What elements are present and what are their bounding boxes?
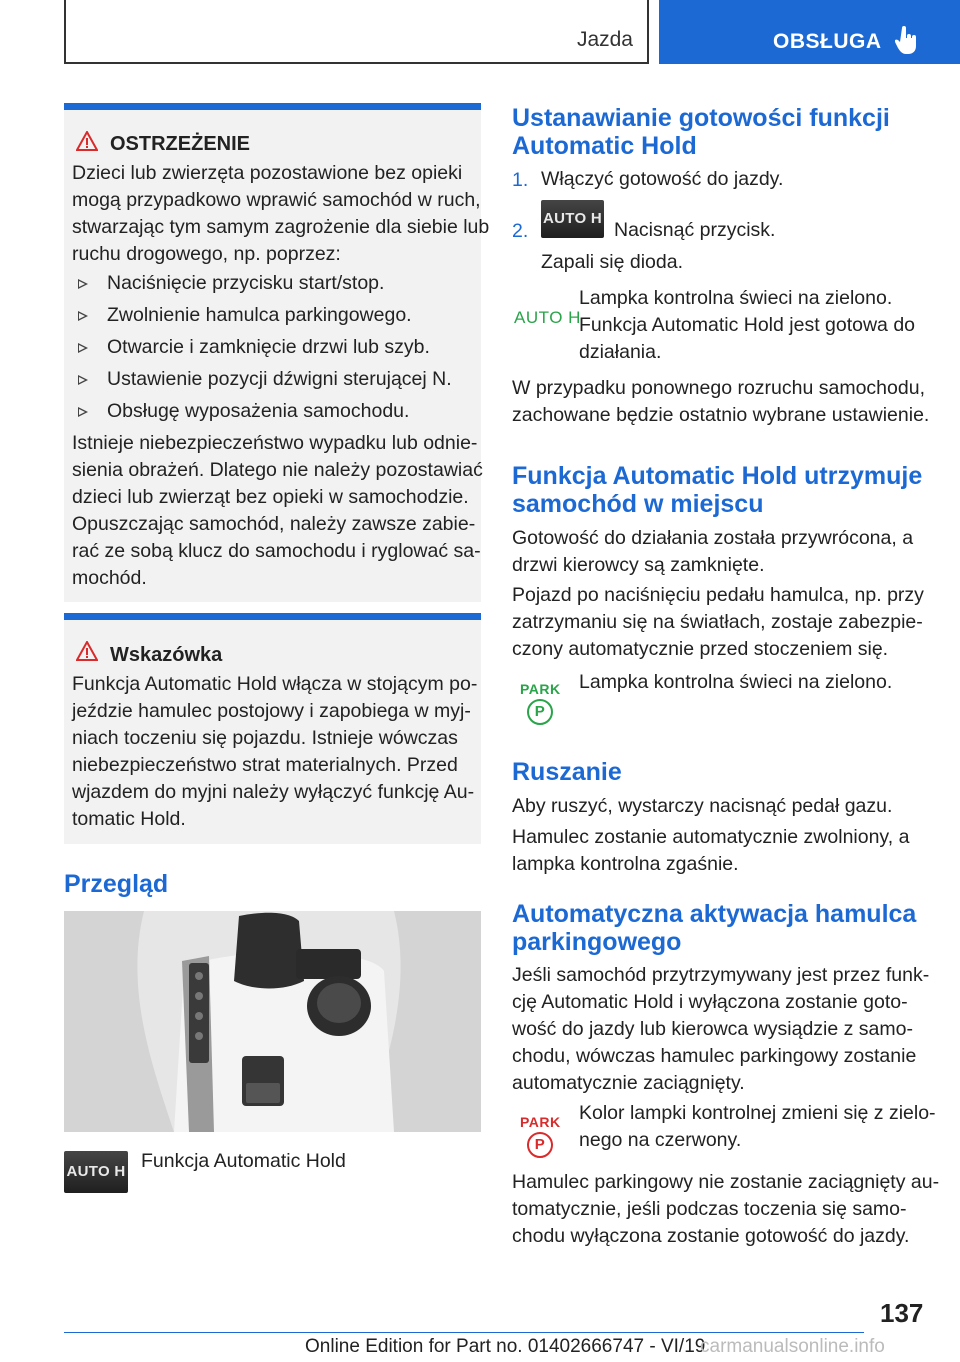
note-line: Funkcja Automatic Hold włącza w stojącym po-: [72, 673, 478, 695]
warning-outro-line: Istnieje niebezpieczeństwo wypadku lub odnie-: [72, 432, 478, 454]
holding-heading-line: Funkcja Automatic Hold utrzymuje: [512, 462, 923, 490]
holding-p2-line: czony automatycznie przed stoczeniem się.: [512, 638, 889, 660]
auto-p2-line: chodu wyłączona zostanie gotowość do jazdy.: [512, 1225, 910, 1247]
warning-outro-line: rać ze sobą klucz do samochodu i ryglować sa-: [72, 540, 481, 562]
warning-outro-line: sienia obrażeń. Dlatego nie należy pozostawiać: [72, 459, 483, 481]
warning-intro-line: mogą przypadkowo wprawić samochód w ruch,: [72, 189, 481, 211]
warning-intro-line: Dzieci lub zwierzęta pozostawione bez opieki: [72, 162, 463, 184]
watermark: carmanualsonline.info: [700, 1336, 885, 1357]
holding-p1-line: drzwi kierowcy są zamknięte.: [512, 554, 765, 576]
park-green-icon: PARK P: [520, 681, 560, 725]
step-1-text: Włączyć gotowość do jazdy.: [541, 168, 784, 190]
header-tab[interactable]: [659, 0, 960, 64]
warning-intro-line: stwarzając tym samym zagrożenie dla siebie lub: [72, 216, 490, 238]
overview-heading: Przegląd: [64, 870, 169, 898]
indicator-text-line: Lampka kontrolna świeci na zielono.: [579, 287, 893, 309]
start-heading: Ruszanie: [512, 758, 622, 786]
header-tab-label: OBSŁUGA: [773, 30, 882, 53]
holding-p2-line: Pojazd po naciśnięciu pedału hamulca, np. przy: [512, 584, 924, 606]
start-p2-line: lampka kontrolna zgaśnie.: [512, 853, 739, 875]
holding-p2-line: zatrzymaniu się na światłach, zostaje zabezpie-: [512, 611, 923, 633]
warning-intro-line: ruchu drogowego, np. poprzez:: [72, 243, 341, 265]
indicator-text-line: działania.: [579, 341, 662, 363]
footer-edition: Online Edition for Part no. 01402666747 - VI/19: [305, 1336, 706, 1357]
auto-brake-heading-line: parkingowego: [512, 928, 682, 956]
start-para-1: Aby ruszyć, wystarczy nacisnąć pedał gazu.: [512, 795, 893, 817]
holding-heading-line: samochód w miejscu: [512, 490, 764, 518]
warning-triangle-icon: [76, 131, 98, 151]
bullet-triangle-icon: [78, 279, 88, 289]
header-section: Jazda: [576, 28, 633, 51]
indicator-text-line: Funkcja Automatic Hold jest gotowa do: [579, 314, 916, 336]
note-line: niebezpieczeństwo strat materialnych. Przed: [72, 754, 458, 776]
holding-p1-line: Gotowość do działania została przywrócona, a: [512, 527, 914, 549]
holding-lamp: Lampka kontrolna świeci na zielono.: [579, 671, 893, 693]
lamp-on-text: Zapali się dioda.: [541, 251, 684, 273]
note-line: niach toczeniu się pojazdu. Istnieje wówczas: [72, 727, 458, 749]
readiness-heading-line: Automatic Hold: [512, 132, 697, 160]
auto-p1-line: chodu, wówczas hamulec parkingowy zostanie: [512, 1045, 917, 1067]
step-2-text: Nacisnąć przycisk.: [614, 219, 776, 241]
auto-p1-line: Jeśli samochód przytrzymywany jest przez funk-: [512, 964, 930, 986]
auto-lamp-line: Kolor lampki kontrolnej zmieni się z zielo-: [579, 1102, 936, 1124]
footer-rule: [64, 1332, 864, 1333]
park-red-icon: PARK P: [520, 1114, 560, 1158]
console-photo: [64, 911, 481, 1132]
auto-h-indicator: AUTO H: [514, 308, 581, 327]
note-line: wjazdem do myjni należy wyłączyć funkcję Au-: [72, 781, 475, 803]
bullet-triangle-icon: [78, 375, 88, 385]
step-2-number: 2.: [512, 220, 529, 242]
bullet-triangle-icon: [78, 343, 88, 353]
header-section-box: [64, 0, 649, 64]
auto-p1-line: automatycznie zaciągnięty.: [512, 1072, 745, 1094]
page-number: 137: [880, 1298, 924, 1328]
hand-pointer-icon: [895, 26, 917, 56]
warning-outro-line: dzieci lub zwierząt bez opieki w samochodzie.: [72, 486, 469, 508]
auto-p1-line: cję Automatic Hold i wyłączona zostanie goto-: [512, 991, 908, 1013]
warning-title: OSTRZEŻENIE: [110, 133, 251, 155]
bullet-triangle-icon: [78, 407, 88, 417]
auto-brake-heading-line: Automatyczna aktywacja hamulca: [512, 900, 917, 928]
note-line: jeździe hamulec postojowy i zapobiega w myj-: [72, 700, 471, 722]
step-1-number: 1.: [512, 169, 529, 191]
auto-lamp-line: nego na czerwony.: [579, 1129, 742, 1151]
note-title: Wskazówka: [110, 644, 223, 666]
readiness-after-line: W przypadku ponownego rozruchu samochodu,: [512, 377, 925, 399]
note-triangle-icon: [76, 641, 98, 661]
note-line: tomatic Hold.: [72, 808, 186, 830]
auto-p2-line: Hamulec parkingowy nie zostanie zaciągnięty au-: [512, 1171, 940, 1193]
auto-h-button: AUTO H: [64, 1151, 128, 1193]
warning-outro-line: Opuszczając samochód, należy zawsze zabie-: [72, 513, 476, 535]
auto-h-button-inline: AUTO H: [541, 200, 604, 238]
readiness-heading-line: Ustanawianie gotowości funkcji: [512, 104, 890, 132]
overview-caption: Funkcja Automatic Hold: [141, 1150, 346, 1172]
start-p2-line: Hamulec zostanie automatycznie zwolniony, a: [512, 826, 910, 848]
warning-outro-line: mochód.: [72, 567, 147, 589]
bullet-triangle-icon: [78, 311, 88, 321]
readiness-after-line: zachowane będzie ostatnio wybrane ustawienie.: [512, 404, 930, 426]
auto-p1-line: wość do jazdy lub kierowca wysiądzie z samo-: [512, 1018, 913, 1040]
auto-p2-line: tomatycznie, jeśli podczas toczenia się samo-: [512, 1198, 907, 1220]
